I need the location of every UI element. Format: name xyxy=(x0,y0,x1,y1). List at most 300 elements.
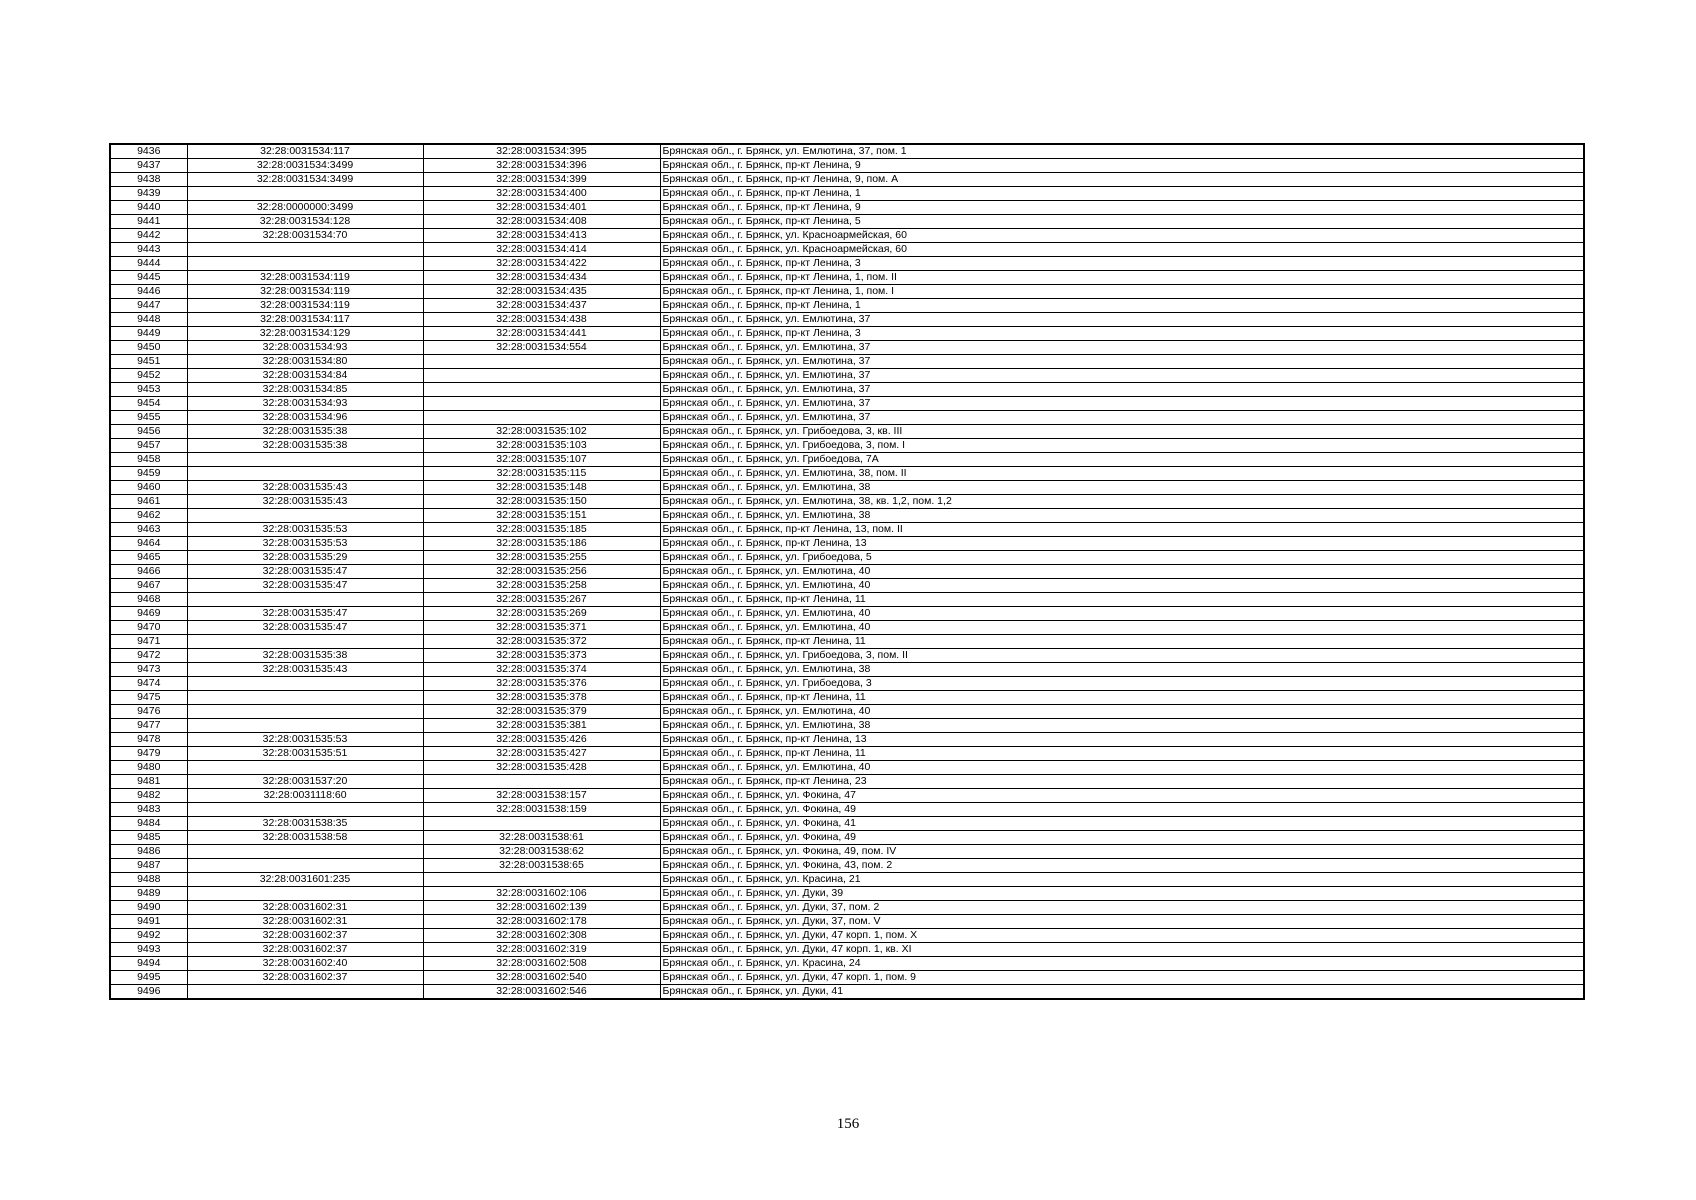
address-cell: Брянская обл., г. Брянск, пр-кт Ленина, 3 xyxy=(660,257,1584,271)
address-cell: Брянская обл., г. Брянск, ул. Емлютина, 37 xyxy=(660,383,1584,397)
row-number-cell: 9478 xyxy=(110,733,187,747)
table-row xyxy=(110,243,1584,257)
table-row xyxy=(110,579,1584,593)
row-number-cell: 9438 xyxy=(110,173,187,187)
address-cell: Брянская обл., г. Брянск, пр-кт Ленина, 13 xyxy=(660,537,1584,551)
cadastral-number-cell xyxy=(187,859,423,873)
row-number-cell: 9479 xyxy=(110,747,187,761)
row-number-cell: 9461 xyxy=(110,495,187,509)
object-number-cell: 32:28:0031535:267 xyxy=(423,593,660,607)
cadastral-number-cell: 32:28:0031534:119 xyxy=(187,285,423,299)
cadastral-number-cell: 32:28:0031535:38 xyxy=(187,425,423,439)
table-row xyxy=(110,747,1584,761)
address-cell: Брянская обл., г. Брянск, ул. Грибоедова, 5 xyxy=(660,551,1584,565)
row-number-cell: 9474 xyxy=(110,677,187,691)
address-cell: Брянская обл., г. Брянск, ул. Фокина, 49 xyxy=(660,831,1584,845)
table-row xyxy=(110,187,1584,201)
address-cell: Брянская обл., г. Брянск, ул. Дуки, 37, пом. 2 xyxy=(660,901,1584,915)
address-cell: Брянская обл., г. Брянск, пр-кт Ленина, 11 xyxy=(660,635,1584,649)
cadastral-number-cell: 32:28:0031535:53 xyxy=(187,537,423,551)
table-row xyxy=(110,299,1584,313)
object-number-cell: 32:28:0031535:258 xyxy=(423,579,660,593)
cadastral-number-cell: 32:28:0031534:3499 xyxy=(187,159,423,173)
cadastral-number-cell: 32:28:0031534:128 xyxy=(187,215,423,229)
address-cell: Брянская обл., г. Брянск, ул. Красина, 21 xyxy=(660,873,1584,887)
object-number-cell: 32:28:0031535:372 xyxy=(423,635,660,649)
object-number-cell: 32:28:0031602:178 xyxy=(423,915,660,929)
object-number-cell: 32:28:0031602:308 xyxy=(423,929,660,943)
table-row xyxy=(110,509,1584,523)
cadastral-number-cell: 32:28:0031535:47 xyxy=(187,579,423,593)
object-number-cell: 32:28:0031534:399 xyxy=(423,173,660,187)
address-cell: Брянская обл., г. Брянск, пр-кт Ленина, 1, пом. I xyxy=(660,285,1584,299)
row-number-cell: 9470 xyxy=(110,621,187,635)
cadastral-number-cell: 32:28:0031534:93 xyxy=(187,397,423,411)
address-cell: Брянская обл., г. Брянск, ул. Красина, 24 xyxy=(660,957,1584,971)
table-row xyxy=(110,201,1584,215)
address-cell: Брянская обл., г. Брянск, ул. Красноармейская, 60 xyxy=(660,243,1584,257)
table-row xyxy=(110,915,1584,929)
object-number-cell: 32:28:0031538:61 xyxy=(423,831,660,845)
cadastral-number-cell xyxy=(187,845,423,859)
object-number-cell xyxy=(423,397,660,411)
cadastral-number-cell: 32:28:0031118:60 xyxy=(187,789,423,803)
address-cell: Брянская обл., г. Брянск, ул. Дуки, 47 корп. 1, пом. 9 xyxy=(660,971,1584,985)
object-number-cell: 32:28:0031535:148 xyxy=(423,481,660,495)
row-number-cell: 9448 xyxy=(110,313,187,327)
row-number-cell: 9491 xyxy=(110,915,187,929)
address-cell: Брянская обл., г. Брянск, ул. Емлютина, 40 xyxy=(660,607,1584,621)
object-number-cell: 32:28:0031535:427 xyxy=(423,747,660,761)
address-cell: Брянская обл., г. Брянск, ул. Емлютина, 37 xyxy=(660,313,1584,327)
table-row xyxy=(110,551,1584,565)
row-number-cell: 9441 xyxy=(110,215,187,229)
cadastral-number-cell: 32:28:0031602:31 xyxy=(187,901,423,915)
table-row xyxy=(110,971,1584,985)
cadastral-number-cell: 32:28:0031538:58 xyxy=(187,831,423,845)
table-row xyxy=(110,593,1584,607)
object-number-cell: 32:28:0031535:256 xyxy=(423,565,660,579)
table-row xyxy=(110,565,1584,579)
row-number-cell: 9485 xyxy=(110,831,187,845)
cadastral-number-cell xyxy=(187,635,423,649)
table-row xyxy=(110,215,1584,229)
row-number-cell: 9475 xyxy=(110,691,187,705)
cadastral-number-cell: 32:28:0031535:51 xyxy=(187,747,423,761)
row-number-cell: 9458 xyxy=(110,453,187,467)
table-row xyxy=(110,803,1584,817)
object-number-cell: 32:28:0031538:62 xyxy=(423,845,660,859)
table-row xyxy=(110,537,1584,551)
address-cell: Брянская обл., г. Брянск, ул. Емлютина, 37 xyxy=(660,355,1584,369)
cadastral-number-cell: 32:28:0031534:119 xyxy=(187,271,423,285)
address-cell: Брянская обл., г. Брянск, пр-кт Ленина, 9, пом. А xyxy=(660,173,1584,187)
object-number-cell: 32:28:0031535:151 xyxy=(423,509,660,523)
row-number-cell: 9481 xyxy=(110,775,187,789)
row-number-cell: 9440 xyxy=(110,201,187,215)
object-number-cell: 32:28:0031535:376 xyxy=(423,677,660,691)
cadastral-number-cell xyxy=(187,467,423,481)
cadastral-number-cell: 32:28:0031534:117 xyxy=(187,144,423,159)
address-cell: Брянская обл., г. Брянск, ул. Емлютина, 38 xyxy=(660,481,1584,495)
cadastral-number-cell: 32:28:0031534:129 xyxy=(187,327,423,341)
table-row xyxy=(110,719,1584,733)
row-number-cell: 9490 xyxy=(110,901,187,915)
object-number-cell: 32:28:0031535:269 xyxy=(423,607,660,621)
table-row xyxy=(110,705,1584,719)
address-cell: Брянская обл., г. Брянск, ул. Емлютина, 37 xyxy=(660,411,1584,425)
row-number-cell: 9460 xyxy=(110,481,187,495)
object-number-cell: 32:28:0031602:508 xyxy=(423,957,660,971)
cadastral-number-cell: 32:28:0031534:80 xyxy=(187,355,423,369)
cadastral-number-cell: 32:28:0031535:29 xyxy=(187,551,423,565)
registry-table-body xyxy=(110,144,1584,999)
cadastral-number-cell: 32:28:0031534:3499 xyxy=(187,173,423,187)
table-row xyxy=(110,425,1584,439)
table-row xyxy=(110,901,1584,915)
row-number-cell: 9457 xyxy=(110,439,187,453)
object-number-cell: 32:28:0031602:540 xyxy=(423,971,660,985)
address-cell: Брянская обл., г. Брянск, ул. Фокина, 49, пом. IV xyxy=(660,845,1584,859)
cadastral-number-cell: 32:28:0031534:119 xyxy=(187,299,423,313)
row-number-cell: 9468 xyxy=(110,593,187,607)
table-row xyxy=(110,144,1584,159)
table-row xyxy=(110,285,1584,299)
object-number-cell: 32:28:0031535:255 xyxy=(423,551,660,565)
object-number-cell: 32:28:0031602:319 xyxy=(423,943,660,957)
table-row xyxy=(110,397,1584,411)
cadastral-number-cell xyxy=(187,691,423,705)
object-number-cell: 32:28:0031535:426 xyxy=(423,733,660,747)
address-cell: Брянская обл., г. Брянск, ул. Фокина, 47 xyxy=(660,789,1584,803)
row-number-cell: 9489 xyxy=(110,887,187,901)
row-number-cell: 9466 xyxy=(110,565,187,579)
address-cell: Брянская обл., г. Брянск, ул. Дуки, 39 xyxy=(660,887,1584,901)
cadastral-number-cell: 32:28:0031534:70 xyxy=(187,229,423,243)
address-cell: Брянская обл., г. Брянск, ул. Грибоедова, 3, пом. II xyxy=(660,649,1584,663)
object-number-cell xyxy=(423,411,660,425)
row-number-cell: 9442 xyxy=(110,229,187,243)
cadastral-number-cell xyxy=(187,887,423,901)
table-row xyxy=(110,887,1584,901)
object-number-cell: 32:28:0031534:435 xyxy=(423,285,660,299)
row-number-cell: 9436 xyxy=(110,144,187,159)
cadastral-number-cell: 32:28:0000000:3499 xyxy=(187,201,423,215)
cadastral-number-cell xyxy=(187,257,423,271)
cadastral-number-cell xyxy=(187,243,423,257)
row-number-cell: 9496 xyxy=(110,985,187,1000)
table-row xyxy=(110,761,1584,775)
address-cell: Брянская обл., г. Брянск, пр-кт Ленина, 23 xyxy=(660,775,1584,789)
table-row xyxy=(110,173,1584,187)
page-number: 156 xyxy=(836,1116,860,1132)
address-cell: Брянская обл., г. Брянск, ул. Дуки, 37, пом. V xyxy=(660,915,1584,929)
address-cell: Брянская обл., г. Брянск, ул. Грибоедова, 3, кв. III xyxy=(660,425,1584,439)
row-number-cell: 9482 xyxy=(110,789,187,803)
object-number-cell: 32:28:0031602:546 xyxy=(423,985,660,1000)
row-number-cell: 9480 xyxy=(110,761,187,775)
cadastral-number-cell: 32:28:0031535:47 xyxy=(187,621,423,635)
object-number-cell: 32:28:0031534:554 xyxy=(423,341,660,355)
cadastral-number-cell: 32:28:0031537:20 xyxy=(187,775,423,789)
table-row xyxy=(110,159,1584,173)
address-cell: Брянская обл., г. Брянск, пр-кт Ленина, 11 xyxy=(660,593,1584,607)
row-number-cell: 9445 xyxy=(110,271,187,285)
table-row xyxy=(110,985,1584,1000)
table-row xyxy=(110,929,1584,943)
object-number-cell: 32:28:0031534:438 xyxy=(423,313,660,327)
row-number-cell: 9493 xyxy=(110,943,187,957)
row-number-cell: 9469 xyxy=(110,607,187,621)
object-number-cell: 32:28:0031535:185 xyxy=(423,523,660,537)
row-number-cell: 9454 xyxy=(110,397,187,411)
address-cell: Брянская обл., г. Брянск, ул. Красноармейская, 60 xyxy=(660,229,1584,243)
cadastral-number-cell: 32:28:0031602:40 xyxy=(187,957,423,971)
address-cell: Брянская обл., г. Брянск, ул. Дуки, 47 корп. 1, пом. X xyxy=(660,929,1584,943)
row-number-cell: 9495 xyxy=(110,971,187,985)
table-row xyxy=(110,523,1584,537)
address-cell: Брянская обл., г. Брянск, ул. Емлютина, 38 xyxy=(660,719,1584,733)
table-row xyxy=(110,257,1584,271)
object-number-cell: 32:28:0031535:115 xyxy=(423,467,660,481)
object-number-cell: 32:28:0031535:378 xyxy=(423,691,660,705)
table-row xyxy=(110,341,1584,355)
table-row xyxy=(110,621,1584,635)
row-number-cell: 9447 xyxy=(110,299,187,313)
address-cell: Брянская обл., г. Брянск, ул. Емлютина, 37 xyxy=(660,397,1584,411)
row-number-cell: 9462 xyxy=(110,509,187,523)
address-cell: Брянская обл., г. Брянск, ул. Емлютина, 40 xyxy=(660,705,1584,719)
object-number-cell: 32:28:0031535:107 xyxy=(423,453,660,467)
object-number-cell: 32:28:0031535:373 xyxy=(423,649,660,663)
row-number-cell: 9437 xyxy=(110,159,187,173)
cadastral-number-cell xyxy=(187,677,423,691)
object-number-cell: 32:28:0031535:379 xyxy=(423,705,660,719)
row-number-cell: 9483 xyxy=(110,803,187,817)
object-number-cell: 32:28:0031534:395 xyxy=(423,144,660,159)
table-row xyxy=(110,649,1584,663)
table-row xyxy=(110,313,1584,327)
table-row xyxy=(110,845,1584,859)
object-number-cell: 32:28:0031535:428 xyxy=(423,761,660,775)
address-cell: Брянская обл., г. Брянск, ул. Дуки, 41 xyxy=(660,985,1584,1000)
address-cell: Брянская обл., г. Брянск, ул. Емлютина, 40 xyxy=(660,579,1584,593)
table-row xyxy=(110,355,1584,369)
row-number-cell: 9477 xyxy=(110,719,187,733)
row-number-cell: 9452 xyxy=(110,369,187,383)
row-number-cell: 9473 xyxy=(110,663,187,677)
object-number-cell: 32:28:0031535:103 xyxy=(423,439,660,453)
object-number-cell: 32:28:0031534:408 xyxy=(423,215,660,229)
address-cell: Брянская обл., г. Брянск, пр-кт Ленина, 1, пом. II xyxy=(660,271,1584,285)
object-number-cell xyxy=(423,369,660,383)
cadastral-number-cell xyxy=(187,509,423,523)
object-number-cell xyxy=(423,355,660,369)
object-number-cell xyxy=(423,817,660,831)
row-number-cell: 9467 xyxy=(110,579,187,593)
table-row xyxy=(110,873,1584,887)
object-number-cell: 32:28:0031534:422 xyxy=(423,257,660,271)
object-number-cell xyxy=(423,873,660,887)
row-number-cell: 9453 xyxy=(110,383,187,397)
row-number-cell: 9443 xyxy=(110,243,187,257)
object-number-cell: 32:28:0031534:441 xyxy=(423,327,660,341)
address-cell: Брянская обл., г. Брянск, пр-кт Ленина, 11 xyxy=(660,747,1584,761)
table-row xyxy=(110,607,1584,621)
object-number-cell: 32:28:0031535:102 xyxy=(423,425,660,439)
row-number-cell: 9476 xyxy=(110,705,187,719)
cadastral-number-cell: 32:28:0031535:38 xyxy=(187,439,423,453)
row-number-cell: 9464 xyxy=(110,537,187,551)
cadastral-number-cell: 32:28:0031534:96 xyxy=(187,411,423,425)
address-cell: Брянская обл., г. Брянск, ул. Емлютина, 37 xyxy=(660,369,1584,383)
object-number-cell: 32:28:0031534:414 xyxy=(423,243,660,257)
cadastral-number-cell: 32:28:0031602:31 xyxy=(187,915,423,929)
cadastral-number-cell: 32:28:0031535:43 xyxy=(187,481,423,495)
cadastral-number-cell xyxy=(187,719,423,733)
table-row xyxy=(110,495,1584,509)
address-cell: Брянская обл., г. Брянск, ул. Емлютина, 37, пом. 1 xyxy=(660,144,1584,159)
address-cell: Брянская обл., г. Брянск, пр-кт Ленина, 13, пом. II xyxy=(660,523,1584,537)
row-number-cell: 9494 xyxy=(110,957,187,971)
cadastral-number-cell: 32:28:0031535:43 xyxy=(187,663,423,677)
address-cell: Брянская обл., г. Брянск, ул. Грибоедова, 3, пом. I xyxy=(660,439,1584,453)
address-cell: Брянская обл., г. Брянск, ул. Грибоедова, 3 xyxy=(660,677,1584,691)
table-row xyxy=(110,663,1584,677)
table-row xyxy=(110,775,1584,789)
cadastral-number-cell: 32:28:0031535:53 xyxy=(187,523,423,537)
address-cell: Брянская обл., г. Брянск, ул. Емлютина, 40 xyxy=(660,621,1584,635)
table-row xyxy=(110,481,1584,495)
cadastral-number-cell xyxy=(187,803,423,817)
registry-table xyxy=(109,143,1585,1000)
cadastral-number-cell xyxy=(187,453,423,467)
object-number-cell: 32:28:0031538:65 xyxy=(423,859,660,873)
row-number-cell: 9487 xyxy=(110,859,187,873)
object-number-cell: 32:28:0031538:157 xyxy=(423,789,660,803)
object-number-cell: 32:28:0031535:374 xyxy=(423,663,660,677)
address-cell: Брянская обл., г. Брянск, ул. Емлютина, 40 xyxy=(660,761,1584,775)
row-number-cell: 9486 xyxy=(110,845,187,859)
object-number-cell: 32:28:0031534:396 xyxy=(423,159,660,173)
table-row xyxy=(110,411,1584,425)
cadastral-number-cell xyxy=(187,705,423,719)
address-cell: Брянская обл., г. Брянск, ул. Емлютина, 38 xyxy=(660,509,1584,523)
table-row xyxy=(110,691,1584,705)
table-row xyxy=(110,733,1584,747)
table-row xyxy=(110,271,1584,285)
cadastral-number-cell: 32:28:0031535:47 xyxy=(187,607,423,621)
object-number-cell: 32:28:0031535:371 xyxy=(423,621,660,635)
cadastral-number-cell: 32:28:0031535:47 xyxy=(187,565,423,579)
object-number-cell: 32:28:0031534:400 xyxy=(423,187,660,201)
cadastral-number-cell: 32:28:0031602:37 xyxy=(187,929,423,943)
table-row xyxy=(110,369,1584,383)
address-cell: Брянская обл., г. Брянск, ул. Фокина, 41 xyxy=(660,817,1584,831)
row-number-cell: 9444 xyxy=(110,257,187,271)
cadastral-number-cell: 32:28:0031538:35 xyxy=(187,817,423,831)
row-number-cell: 9451 xyxy=(110,355,187,369)
row-number-cell: 9456 xyxy=(110,425,187,439)
table-row xyxy=(110,453,1584,467)
object-number-cell xyxy=(423,775,660,789)
table-row xyxy=(110,327,1584,341)
cadastral-number-cell: 32:28:0031602:37 xyxy=(187,943,423,957)
object-number-cell: 32:28:0031534:413 xyxy=(423,229,660,243)
address-cell: Брянская обл., г. Брянск, пр-кт Ленина, 1 xyxy=(660,187,1584,201)
table-row xyxy=(110,859,1584,873)
row-number-cell: 9484 xyxy=(110,817,187,831)
row-number-cell: 9465 xyxy=(110,551,187,565)
cadastral-number-cell: 32:28:0031534:85 xyxy=(187,383,423,397)
address-cell: Брянская обл., г. Брянск, ул. Грибоедова, 7А xyxy=(660,453,1584,467)
cadastral-number-cell xyxy=(187,593,423,607)
address-cell: Брянская обл., г. Брянск, ул. Дуки, 47 корп. 1, кв. XI xyxy=(660,943,1584,957)
address-cell: Брянская обл., г. Брянск, ул. Емлютина, 38, кв. 1,2, пом. 1,2 xyxy=(660,495,1584,509)
row-number-cell: 9449 xyxy=(110,327,187,341)
table-row xyxy=(110,817,1584,831)
address-cell: Брянская обл., г. Брянск, ул. Емлютина, 40 xyxy=(660,565,1584,579)
row-number-cell: 9472 xyxy=(110,649,187,663)
object-number-cell: 32:28:0031534:401 xyxy=(423,201,660,215)
row-number-cell: 9439 xyxy=(110,187,187,201)
cadastral-number-cell: 32:28:0031534:84 xyxy=(187,369,423,383)
object-number-cell: 32:28:0031535:186 xyxy=(423,537,660,551)
address-cell: Брянская обл., г. Брянск, ул. Фокина, 49 xyxy=(660,803,1584,817)
object-number-cell: 32:28:0031602:139 xyxy=(423,901,660,915)
cadastral-number-cell: 32:28:0031534:117 xyxy=(187,313,423,327)
address-cell: Брянская обл., г. Брянск, ул. Фокина, 43, пом. 2 xyxy=(660,859,1584,873)
table-row xyxy=(110,677,1584,691)
object-number-cell: 32:28:0031534:434 xyxy=(423,271,660,285)
row-number-cell: 9450 xyxy=(110,341,187,355)
cadastral-number-cell: 32:28:0031601:235 xyxy=(187,873,423,887)
address-cell: Брянская обл., г. Брянск, ул. Емлютина, 38 xyxy=(660,663,1584,677)
address-cell: Брянская обл., г. Брянск, пр-кт Ленина, 3 xyxy=(660,327,1584,341)
object-number-cell: 32:28:0031534:437 xyxy=(423,299,660,313)
address-cell: Брянская обл., г. Брянск, пр-кт Ленина, 13 xyxy=(660,733,1584,747)
table-row xyxy=(110,229,1584,243)
address-cell: Брянская обл., г. Брянск, пр-кт Ленина, 9 xyxy=(660,201,1584,215)
cadastral-number-cell: 32:28:0031535:53 xyxy=(187,733,423,747)
table-row xyxy=(110,467,1584,481)
cadastral-number-cell xyxy=(187,761,423,775)
cadastral-number-cell: 32:28:0031535:38 xyxy=(187,649,423,663)
row-number-cell: 9492 xyxy=(110,929,187,943)
row-number-cell: 9471 xyxy=(110,635,187,649)
address-cell: Брянская обл., г. Брянск, пр-кт Ленина, 9 xyxy=(660,159,1584,173)
table-row xyxy=(110,943,1584,957)
cadastral-number-cell xyxy=(187,187,423,201)
table-row xyxy=(110,831,1584,845)
object-number-cell: 32:28:0031535:150 xyxy=(423,495,660,509)
address-cell: Брянская обл., г. Брянск, пр-кт Ленина, 1 xyxy=(660,299,1584,313)
row-number-cell: 9446 xyxy=(110,285,187,299)
object-number-cell xyxy=(423,383,660,397)
cadastral-number-cell: 32:28:0031535:43 xyxy=(187,495,423,509)
cadastral-number-cell xyxy=(187,985,423,1000)
address-cell: Брянская обл., г. Брянск, пр-кт Ленина, 11 xyxy=(660,691,1584,705)
cadastral-number-cell: 32:28:0031534:93 xyxy=(187,341,423,355)
table-row xyxy=(110,789,1584,803)
table-row xyxy=(110,439,1584,453)
row-number-cell: 9463 xyxy=(110,523,187,537)
table-row xyxy=(110,635,1584,649)
cadastral-number-cell: 32:28:0031602:37 xyxy=(187,971,423,985)
row-number-cell: 9455 xyxy=(110,411,187,425)
object-number-cell: 32:28:0031602:106 xyxy=(423,887,660,901)
address-cell: Брянская обл., г. Брянск, пр-кт Ленина, 5 xyxy=(660,215,1584,229)
